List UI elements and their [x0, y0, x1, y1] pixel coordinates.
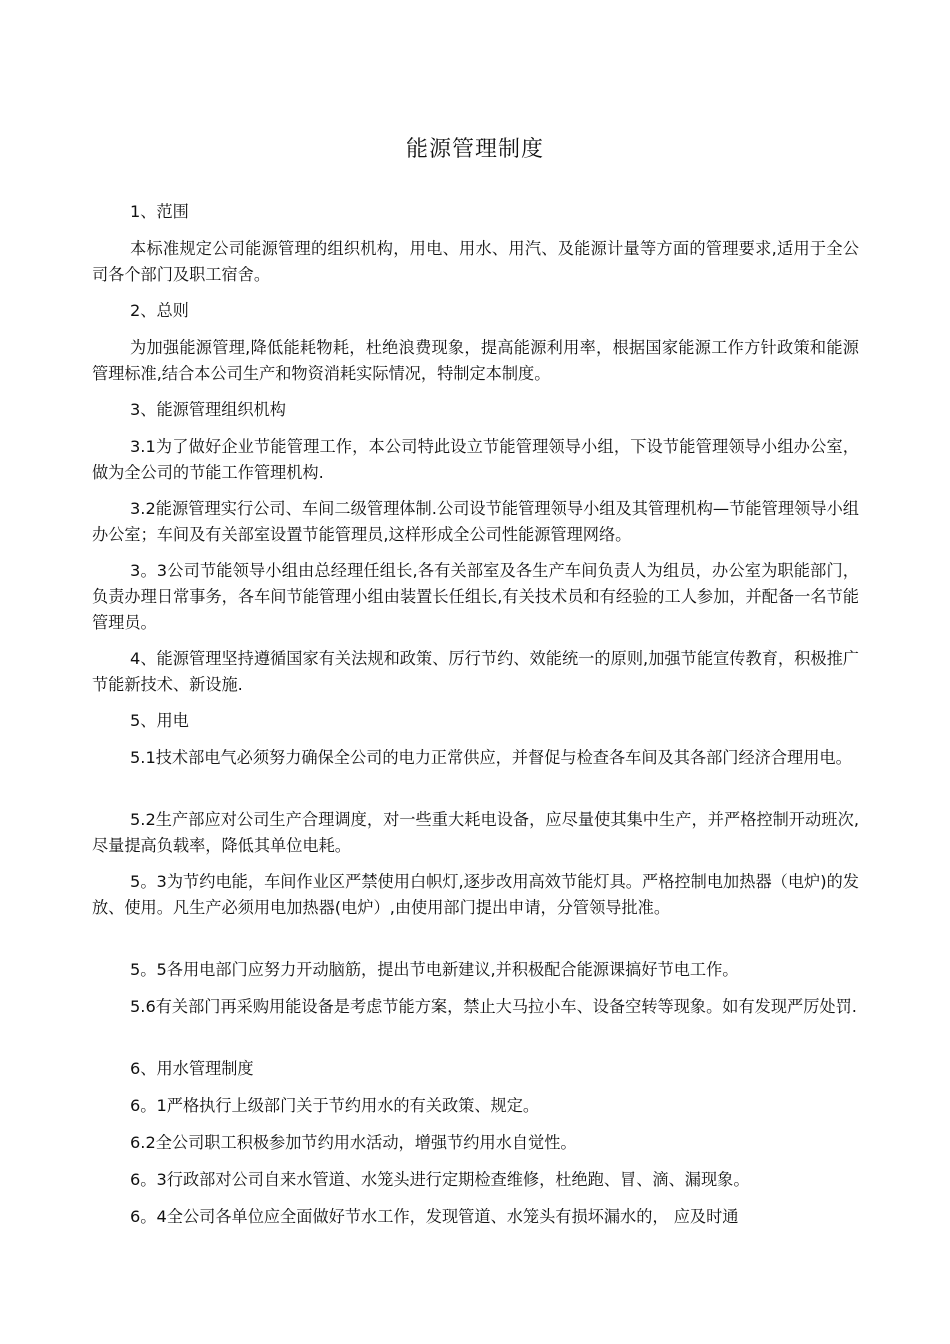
paragraph-5-6: 5.6有关部门再采购用能设备是考虑节能方案，禁止大马拉小车、设备空转等现象。如有发现严厉处罚.	[130, 997, 857, 1016]
paragraph-section-3-heading: 3、能源管理组织机构	[130, 400, 286, 419]
paragraph-5-1: 5.1技术部电气必须努力确保全公司的电力正常供应，并督促与检查各车间及其各部门经济合理用电。	[130, 748, 852, 767]
paragraph-section-1-heading: 1、范围	[130, 202, 189, 221]
paragraph-section-6-heading: 6、用水管理制度	[130, 1059, 254, 1078]
paragraph-section-5-heading: 5、用电	[130, 711, 189, 730]
paragraph-5-5: 5。5各用电部门应努力开动脑筋，提出节电新建议,并积极配合能源课搞好节电工作。	[130, 960, 739, 979]
paragraph-6-4: 6。4全公司各单位应全面做好节水工作，发现管道、水笼头有损坏漏水的， 应及时通	[130, 1207, 739, 1226]
paragraph-6-1: 6。1严格执行上级部门关于节约用水的有关政策、规定。	[130, 1096, 540, 1115]
paragraph-6-2: 6.2全公司职工积极参加节约用水活动，增强节约用水自觉性。	[130, 1133, 577, 1152]
paragraph-3-1: 3.1为了做好企业节能管理工作，本公司特此设立节能管理领导小组，下设节能管理领导小组办公室，做为全公司的节能工作管理机构.	[92, 437, 859, 482]
paragraph-6-3: 6。3行政部对公司自来水管道、水笼头进行定期检查维修，杜绝跑、冒、滴、漏现象。	[130, 1170, 750, 1189]
paragraph-3-2: 3.2能源管理实行公司、车间二级管理体制.公司设节能管理领导小组及其管理机构—节能管理领导小组办公室；车间及有关部室设置节能管理员,这样形成全公司性能源管理网络。	[92, 499, 859, 544]
paragraph-scope-text: 本标准规定公司能源管理的组织机构，用电、用水、用汽、及能源计量等方面的管理要求,适用于全公司各个部门及职工宿舍。	[92, 239, 859, 284]
document-title: 能源管理制度	[405, 137, 544, 162]
paragraph-section-4: 4、能源管理坚持遵循国家有关法规和政策、厉行节约、效能统一的原则,加强节能宣传教育，积极推广节能新技术、新设施.	[92, 649, 859, 694]
paragraph-general-text: 为加强能源管理,降低能耗物耗，杜绝浪费现象，提高能源利用率，根据国家能源工作方针政策和能源管理标准,结合本公司生产和物资消耗实际情况，特制定本制度。	[92, 338, 859, 383]
paragraph-5-3: 5。3为节约电能，车间作业区严禁使用白帜灯,逐步改用高效节能灯具。严格控制电加热器（电炉)的发放、使用。凡生产必须用电加热器(电炉）,由使用部门提出申请，分管领导批准。	[92, 872, 859, 917]
paragraph-5-2: 5.2生产部应对公司生产合理调度，对一些重大耗电设备，应尽量使其集中生产，并严格控制开动班次,尽量提高负载率，降低其单位电耗。	[92, 810, 859, 855]
paragraph-3-3: 3。3公司节能领导小组由总经理任组长,各有关部室及各生产车间负责人为组员，办公室为职能部门，负责办理日常事务，各车间节能管理小组由装置长任组长,有关技术员和有经验的工人参加，并配备一名节能管理员。	[92, 561, 859, 632]
paragraph-section-2-heading: 2、总则	[130, 301, 189, 320]
